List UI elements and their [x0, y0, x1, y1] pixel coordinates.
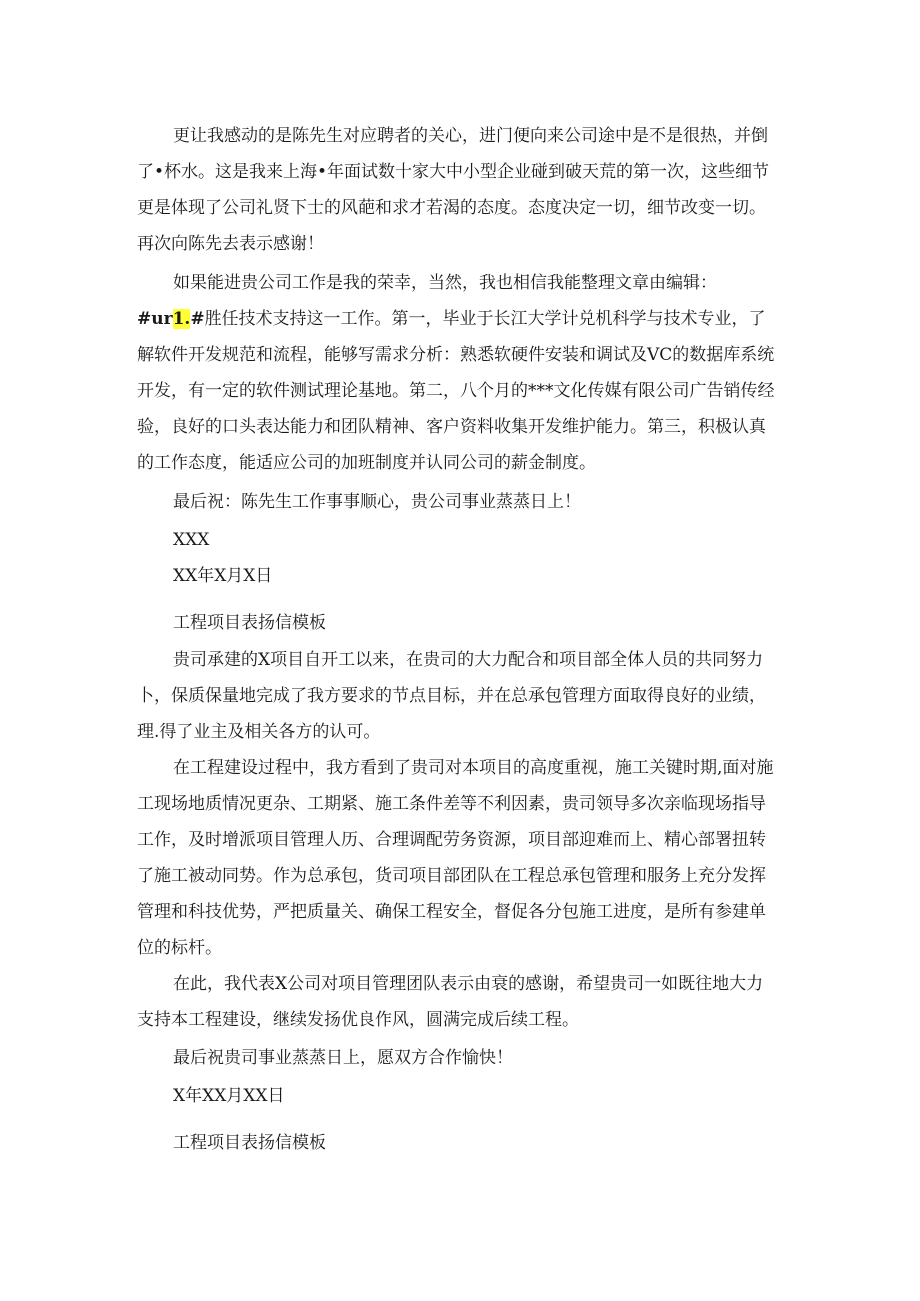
text-line: 最后祝：陈先生工作事事顺心，贵公司事业蒸蒸日上！: [173, 492, 581, 512]
text-line: 解软件开发规范和流程，能够写需求分析：熟悉软硬件安装和调试及VC的数据库系统: [137, 345, 775, 365]
text-line: 了•杯水。这是我来上海•年面试数十家大中小型企业碰到破天荒的第一次，这些细节: [137, 162, 770, 182]
text-line: 支持本工程建设，继续发扬优良作风，圆满完成后续工程。: [137, 1010, 579, 1030]
text-line: 开发，有一定的软件测试理论基地。第二，八个月的***文化传媒有限公司广告销传经: [137, 381, 775, 401]
text-line: 最后祝贵司事业蒸蒸日上，愿双方合作愉快！: [173, 1048, 513, 1068]
text-line: 工现场地质情况更杂、工期紧、施工条件差等不利因素，贵司领导多次亲临现场指导: [137, 794, 766, 814]
paragraph-honor: [137, 265, 787, 301]
text-run: 胜任技术支持这一工作。第一，毕业于长江大学计兑机科学与技术专业，了: [204, 309, 766, 329]
code-suffix: #: [190, 309, 205, 329]
text-line: 验，良好的口头表达能力和团队精神、客户资料收集开发维护能力。第三，积极认真: [137, 417, 766, 437]
text-line: 工作，及时增派项目管理人历、合理调配劳务资源，项目部迎难而上、精心部署扭转: [137, 830, 766, 850]
paragraph-construction: [137, 750, 787, 966]
text-line: 理.得了业主及相关各方的认可。: [137, 722, 381, 742]
text-line: 在工程建设过程中，我方看到了贵司对本项目的高度重视，施工关键时期,面对施: [173, 758, 774, 778]
text-line: 更是体现了公司礼贤下士的风葩和求才若渴的态度。态度决定一切，细节改变一切。: [137, 198, 766, 218]
signature-name: XXX: [173, 530, 210, 550]
highlighted-code: 1.: [172, 309, 191, 329]
section-title: 工程项目表扬信模板: [173, 1133, 326, 1153]
paragraph-thanks: [137, 966, 787, 1038]
signature-date: XX年X月X日: [173, 566, 273, 586]
text-line: [137, 301, 787, 337]
text-line: 贵司承建的X项目自开工以来，在贵司的大力配合和项目部全体人员的共同努力: [173, 650, 764, 670]
letter-date: X年XX月XX日: [173, 1086, 285, 1106]
text-line: 卜，保质保量地完成了我方要求的节点目标，并在总承包管理方面取得良好的业绩，: [137, 686, 766, 706]
paragraph-gratitude: [137, 118, 787, 262]
text-line: 的工作态度，能适应公司的加班制度并认同公司的薪金制度。: [137, 453, 596, 473]
code-prefix: #ur: [137, 309, 173, 329]
paragraph-closing-wish-2: [137, 1040, 787, 1076]
paragraph-project-intro: [137, 642, 787, 750]
text-line: 如果能进贵公司工作是我的荣幸，当然，我也相信我能整理文章由编辑：: [173, 273, 717, 293]
text-line: 在此，我代表X公司对项目管理团队表示由衰的感谢，希望贵司一如既往地大力: [173, 974, 764, 994]
text-line: 了施工被动同势。作为总承包，货司项目部团队在工程总承包管理和服务上充分发挥: [137, 866, 766, 886]
paragraph-qualifications: [137, 301, 787, 481]
paragraph-closing-wish-1: [137, 484, 787, 520]
section-title: 工程项目表扬信模板: [173, 613, 326, 633]
text-line: 管理和科技优势，严把质量关、确保工程安全，督促各分包施工进度，是所有参建单: [137, 902, 766, 922]
text-line: 再次向陈先去表示感谢！: [137, 234, 324, 254]
text-line: 位的标杆。: [137, 938, 222, 958]
text-line: 更让我感动的是陈先生对应聘者的关心，进门便向来公司途中是不是很热，并倒: [173, 126, 768, 146]
